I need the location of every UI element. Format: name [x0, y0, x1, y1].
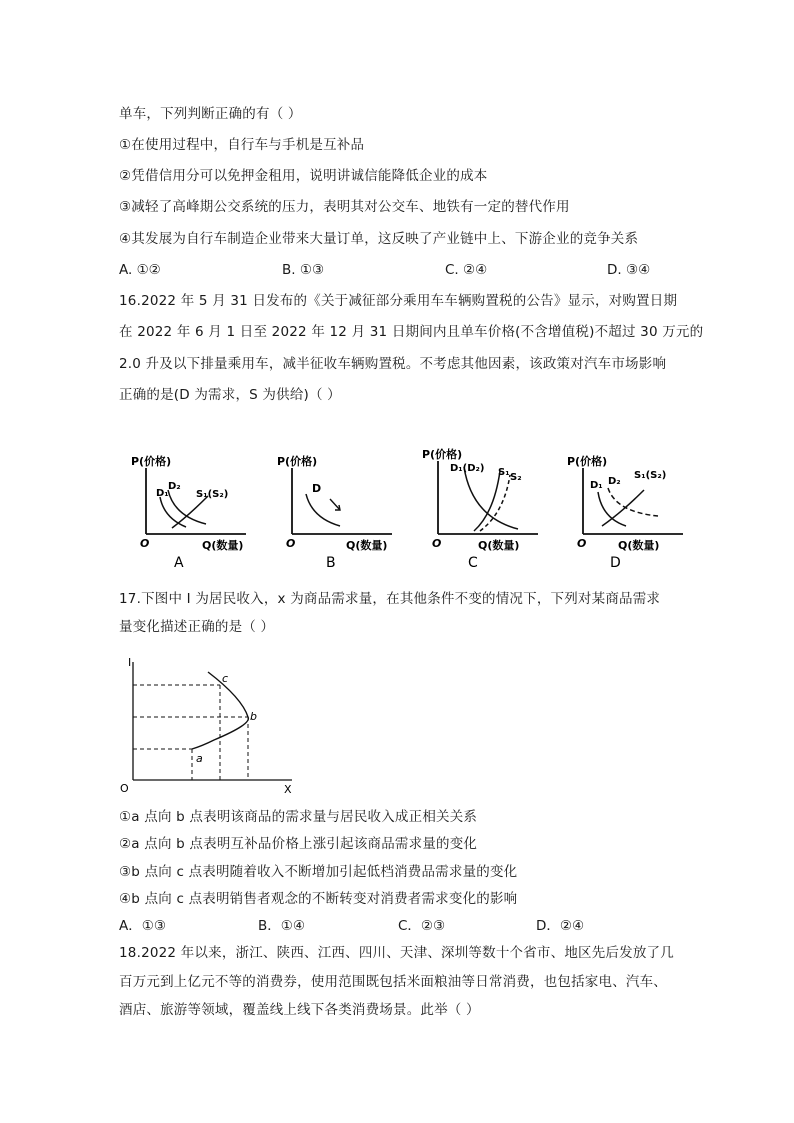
graph-d-xlabel: Q(数量): [618, 539, 660, 552]
graph-d-label-d2: D₂: [608, 476, 621, 487]
graph-b-label-d: D: [312, 482, 322, 495]
graph-a-ylabel: P(价格): [131, 455, 172, 468]
q16-graph-d: [562, 452, 692, 572]
graph-b-ylabel: P(价格): [277, 455, 318, 468]
graph-d-curve-s: [602, 490, 644, 526]
graph-a-xlabel: Q(数量): [202, 539, 244, 552]
graph-a-origin: O: [140, 537, 150, 550]
graph-d-label-d1: D₁: [590, 480, 603, 491]
q17-xlabel: X: [284, 783, 292, 794]
graph-a-label-s: S₁(S₂): [196, 489, 229, 500]
graph-c-curve-s2: [480, 475, 510, 531]
q17-statement-2: ②a 点向 b 点表明互补品价格上涨引起该商品需求量的变化: [119, 836, 478, 852]
q17-option-a: A．①③: [119, 918, 166, 934]
q15-option-d: D. ③④: [607, 262, 651, 278]
q17-statement-4: ④b 点向 c 点表明销售者观念的不断转变对消费者需求变化的影响: [119, 891, 518, 907]
graph-c-curve-s1: [474, 471, 500, 531]
q17-point-b: b: [250, 710, 257, 723]
graph-d-origin: O: [577, 537, 587, 550]
q15-statement-2: ②凭借信用分可以免押金租用，说明讲诚信能降低企业的成本: [119, 168, 488, 184]
q17-point-c: c: [222, 672, 229, 685]
q15-stem: 单车，下列判断正确的有（ ）: [119, 106, 302, 122]
graph-a-label-d1: D₁: [156, 488, 169, 499]
q18-line-3: 酒店、旅游等领域，覆盖线上线下各类消费场景。此举（ ）: [119, 1002, 480, 1018]
graph-d-id: D: [610, 555, 621, 571]
q18-line-2: 百万元到上亿元不等的消费券，使用范围既包括米面粮油等日常消费，也包括家电、汽车、: [119, 974, 667, 990]
graph-d-curve-d2: [608, 488, 658, 516]
graph-b-origin: O: [286, 537, 296, 550]
q17-option-c: C．②③: [398, 918, 446, 934]
q18-line-1: 18.2022 年以来，浙江、陕西、江西、四川、天津、深圳等数十个省市、地区先后发放了几: [119, 945, 674, 961]
graph-c-id: C: [468, 555, 478, 571]
q17-ylabel: I: [128, 656, 132, 669]
graph-b-shift-arrow: [330, 499, 340, 510]
graph-c-label-s2: S₂: [510, 472, 522, 483]
graph-c-ylabel: P(价格): [422, 448, 463, 461]
q15-option-b: B. ①③: [282, 262, 325, 278]
q17-graph: [112, 652, 312, 794]
graph-b-id: B: [326, 555, 336, 571]
q16-graph-b: [272, 452, 402, 572]
graph-b-xlabel: Q(数量): [346, 539, 388, 552]
graph-c-xlabel: Q(数量): [478, 539, 520, 552]
q17-origin: O: [120, 782, 129, 794]
graph-d-label-s: S₁(S₂): [634, 470, 667, 481]
q17-statement-3: ③b 点向 c 点表明随着收入不断增加引起低档消费品需求量的变化: [119, 864, 518, 880]
q16-graph-a: [128, 452, 258, 572]
q16-graph-c: [418, 445, 548, 572]
q16-line-2: 在 2022 年 6 月 1 日至 2022 年 12 月 31 日期间内且单车价格(不含增值税)不超过 30 万元的: [119, 324, 704, 340]
graph-a-id: A: [174, 555, 184, 571]
graph-c-label-s1: S₁: [498, 467, 510, 478]
q15-statement-4: ④其发展为自行车制造企业带来大量订单，这反映了产业链中上、下游企业的竞争关系: [119, 231, 639, 247]
q16-line-1: 16.2022 年 5 月 31 日发布的《关于减征部分乘用车车辆购置税的公告》显示，对购置日期: [119, 293, 678, 309]
q16-line-4: 正确的是(D 为需求，S 为供给)（ ）: [119, 387, 341, 403]
graph-d-ylabel: P(价格): [567, 455, 608, 468]
graph-a-label-d2: D₂: [168, 481, 181, 492]
q15-statement-1: ①在使用过程中，自行车与手机是互补品: [119, 137, 365, 153]
graph-b-curve-d: [306, 494, 340, 526]
q17-line-2: 量变化描述正确的是（ ）: [119, 619, 275, 635]
q17-option-d: D．②④: [536, 918, 585, 934]
graph-c-label-d: D₁(D₂): [450, 463, 485, 474]
q15-option-a: A. ①②: [119, 262, 161, 278]
q17-line-1: 17.下图中 I 为居民收入，x 为商品需求量，在其他条件不变的情况下，下列对某商品需求: [119, 591, 661, 607]
q17-point-a: a: [196, 752, 203, 765]
q15-option-c: C. ②④: [445, 262, 488, 278]
graph-c-origin: O: [432, 537, 442, 550]
q17-option-b: B．①④: [258, 918, 305, 934]
q17-statement-1: ①a 点向 b 点表明该商品的需求量与居民收入成正相关关系: [119, 809, 478, 825]
q15-statement-3: ③减轻了高峰期公交系统的压力，表明其对公交车、地铁有一定的替代作用: [119, 199, 570, 215]
q16-line-3: 2.0 升及以下排量乘用车，减半征收车辆购置税。不考虑其他因素，该政策对汽车市场影响: [119, 356, 667, 372]
